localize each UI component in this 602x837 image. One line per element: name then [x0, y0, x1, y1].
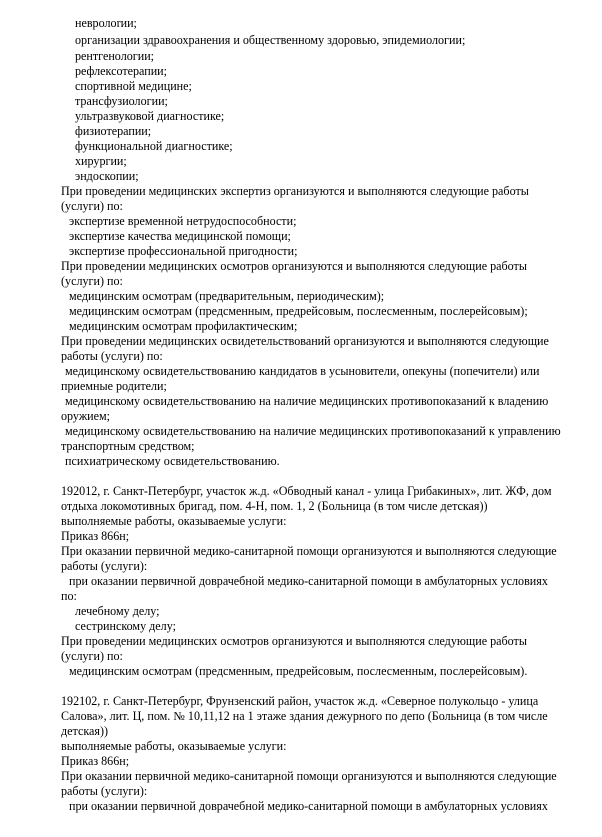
section-heading: При проведении медицинских освидетельствований организуются и выполняются следующие: [61, 334, 549, 348]
text-line: оружием;: [61, 409, 111, 423]
text-line: медицинским осмотрам профилактическим;: [69, 319, 298, 333]
section-heading: При оказании первичной медико-санитарной помощи организуются и выполняются следующие: [61, 769, 557, 783]
text-line: экспертизе временной нетрудоспособности;: [69, 214, 297, 228]
text-line: рентгенологии;: [75, 49, 155, 63]
text-line: медицинскому освидетельствованию кандидатов в усыновители, опекуны (попечители) или: [65, 364, 540, 378]
text-line: экспертизе профессиональной пригодности;: [69, 244, 298, 258]
text-line: медицинским осмотрам (предсменным, предрейсовым, послесменным, послерейсовым);: [69, 304, 528, 318]
text-line: по:: [61, 589, 77, 603]
text-line: рефлексотерапии;: [75, 64, 168, 78]
text-line: лечебному делу;: [75, 604, 160, 618]
text-line: медицинскому освидетельствованию на наличие медицинских противопоказаний к управлению: [65, 424, 561, 438]
text-line: работы (услуги) по:: [61, 349, 163, 363]
text-line: выполняемые работы, оказываемые услуги:: [61, 514, 287, 528]
text-line: (услуги) по:: [61, 199, 123, 213]
text-line: выполняемые работы, оказываемые услуги:: [61, 739, 287, 753]
text-line: спортивной медицине;: [75, 79, 192, 93]
address-line: 192102, г. Санкт-Петербург, Фрунзенский район, участок ж.д. «Северное полукольцо - улица: [61, 694, 539, 708]
text-line: ультразвуковой диагностике;: [75, 109, 225, 123]
text-line: медицинским осмотрам (предварительным, периодическим);: [69, 289, 385, 303]
text-line: трансфузиологии;: [75, 94, 168, 108]
text-line: хирургии;: [75, 154, 127, 168]
text-line: физиотерапии;: [75, 124, 152, 138]
text-line: функциональной диагностике;: [75, 139, 233, 153]
address-line: детская)): [61, 724, 108, 738]
text-line: невролоrии;: [75, 16, 137, 30]
text-line: Приказ 866н;: [61, 754, 130, 768]
address-line: 192012, г. Санкт-Петербург, участок ж.д. «Обводный канал - улица Грибакиных», лит. ЖФ, дом: [61, 484, 552, 498]
text-line: при оказании первичной доврачебной медико-санитарной помощи в амбулаторных условиях: [69, 799, 548, 813]
text-line: (услуги) по:: [61, 649, 123, 663]
text-line: (услуги) по:: [61, 274, 123, 288]
address-line: Салова», лит. Ц, пом. № 10,11,12 на 1 этаже здания дежурного по депо (Больница (в том числе: [61, 709, 548, 723]
section-heading: При проведении медицинских осмотров организуются и выполняются следующие работы: [61, 259, 527, 273]
section-heading: При проведении медицинских осмотров организуются и выполняются следующие работы: [61, 634, 527, 648]
text-line: психиатрическому освидетельствованию.: [65, 454, 280, 468]
text-line: приемные родители;: [61, 379, 167, 393]
text-line: при оказании первичной доврачебной медико-санитарной помощи в амбулаторных условиях: [69, 574, 548, 588]
section-heading: При проведении медицинских экспертиз организуются и выполняются следующие работы: [61, 184, 529, 198]
text-line: работы (услуги):: [61, 784, 148, 798]
text-line: транспортным средством;: [61, 439, 195, 453]
text-line: экспертизе качества медицинской помощи;: [69, 229, 291, 243]
text-line: медицинскому освидетельствованию на наличие медицинских противопоказаний к владению: [65, 394, 549, 408]
text-line: работы (услуги):: [61, 559, 148, 573]
text-line: Приказ 866н;: [61, 529, 130, 543]
text-line: сестринскому делу;: [75, 619, 176, 633]
text-line: организации здравоохранения и общественному здоровью, эпидемиологии;: [75, 33, 466, 47]
text-line: эндоскопии;: [75, 169, 139, 183]
text-line: медицинским осмотрам (предсменным, предрейсовым, послесменным, послерейсовым).: [69, 664, 528, 678]
address-line: отдыха локомотивных бригад, пом. 4-Н, пом. 1, 2 (Больница (в том числе детская)): [61, 499, 488, 513]
section-heading: При оказании первичной медико-санитарной помощи организуются и выполняются следующие: [61, 544, 557, 558]
